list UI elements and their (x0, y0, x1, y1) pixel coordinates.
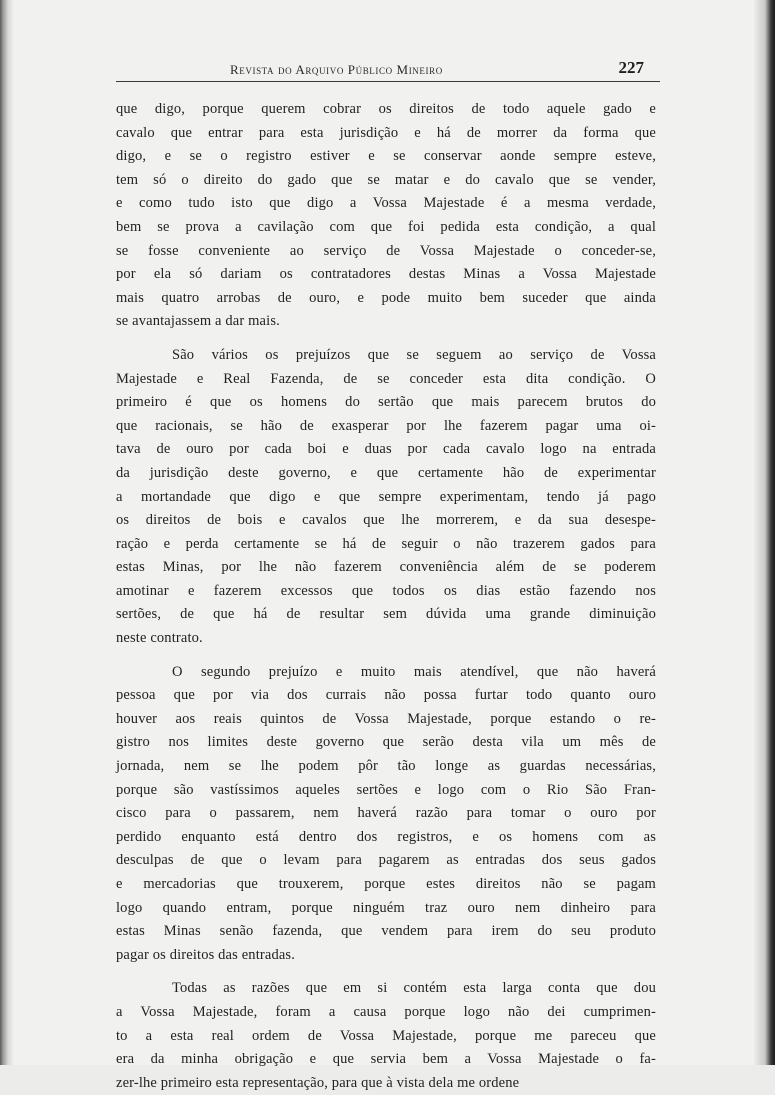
journal-title: Revista do Arquivo Público Mineiro (230, 62, 443, 77)
text-line: Majestade e Real Fazenda, de se conceder esta dita condição. O (116, 370, 656, 387)
text-line: da jurisdição deste governo, e que certamente hão de experimentar (116, 464, 656, 481)
text-line: pessoa que por via dos currais não possa furtar todo quanto ouro (116, 687, 656, 704)
text-line: tem só o direito do gado que se matar e do cavalo que se vender, (116, 171, 656, 188)
page-edge-shadow (753, 0, 775, 1065)
text-line: ração e perda certamente se há de seguir o não trazerem gados para (116, 535, 656, 552)
text-line: digo, e se o registro estiver e se conservar aonde sempre esteve, (116, 148, 656, 165)
text-line: jornada, nem se lhe podem pôr tão longe as guardas necessárias, (116, 758, 656, 775)
paragraph-gap (116, 651, 656, 661)
text-line: porque são vastíssimos aqueles sertões e logo com o Rio São Fran- (116, 781, 656, 798)
text-line: primeiro é que os homens do sertão que mais parecem brutos do (116, 394, 656, 411)
text-line: tava de ouro por cada boi e duas por cada cavalo logo na entrada (116, 441, 656, 458)
page-number: 227 (618, 58, 644, 77)
text-line: cisco para o passarem, nem haverá razão para tomar o ouro por (116, 805, 656, 822)
text-line: estas Minas, por lhe não fazerem conveniência além de se poderem (116, 559, 656, 576)
text-line: desculpas de que o levam para pagarem as entradas dos seus gados (116, 852, 656, 869)
text-line: pagar os direitos das entradas. (116, 946, 295, 963)
text-line: houver aos reais quintos de Vossa Majestade, porque estando o re- (116, 710, 656, 727)
body-text (116, 98, 656, 1095)
text-line: era da minha obrigação e que servia bem a Vossa Majestade o fa- (116, 1051, 656, 1068)
text-line: sertões, de que há de resultar sem dúvida uma grande diminuição (116, 606, 656, 623)
text-line: mais quatro arrobas de ouro, e pode muito bem suceder que ainda (116, 289, 656, 306)
text-line: que racionais, se hão de exasperar por lhe fazerem pagar uma oi- (116, 417, 656, 434)
paragraph (116, 98, 656, 334)
text-line: amotinar e fazerem excessos que todos os dias estão fazendo nos (116, 582, 656, 599)
paragraph-gap (116, 334, 656, 344)
text-line: logo quando entram, porque ninguém traz ouro nem dinheiro para (116, 899, 656, 916)
text-line: se fosse conveniente ao serviço de Vossa Majestade o conceder-se, (116, 242, 656, 259)
paragraph (116, 661, 656, 968)
text-line: por ela só dariam os contratadores destas Minas a Vossa Majestade (116, 266, 656, 283)
text-line: os direitos de bois e cavalos que lhe morrerem, e da sua desespe- (116, 512, 656, 529)
text-line: e como tudo isto que digo a Vossa Majestade é a mesma verdade, (116, 195, 656, 212)
paragraph (116, 977, 656, 1095)
text-line: gistro nos limites deste governo que serão desta vila um mês de (116, 734, 656, 751)
text-line: e mercadorias que trouxerem, porque estes direitos não se pagam (116, 876, 656, 892)
paragraph-gap (116, 967, 656, 977)
text-line: O segundo prejuízo e muito mais atendível, que não haverá (172, 663, 656, 680)
text-line: bem se prova a cavilação com que foi pedida esta condição, a qual (116, 218, 656, 235)
running-header (116, 58, 660, 82)
text-line: neste contrato. (116, 630, 203, 647)
text-line: que digo, porque querem cobrar os direitos de todo aquele gado e (116, 101, 656, 117)
text-line: se avantajassem a dar mais. (116, 313, 280, 330)
text-line: a Vossa Majestade, foram a causa porque logo não dei cumprimen- (116, 1003, 656, 1020)
text-line: a mortandade que digo e que sempre experimentam, tendo já pago (116, 488, 656, 505)
text-line: estas Minas senão fazenda, que vendem para irem do seu produto (116, 923, 656, 940)
text-line: zer-lhe primeiro esta representação, para que à vista dela me ordene (116, 1074, 520, 1091)
paragraph (116, 344, 656, 651)
text-line: perdido enquanto está dentro dos registros, e os homens com as (116, 828, 656, 845)
text-line: São vários os prejuízos que se seguem ao serviço de Vossa (172, 346, 656, 363)
text-line: cavalo que entrar para esta jurisdição e há de morrer da forma que (116, 124, 656, 141)
text-line: Todas as razões que em si contém esta larga conta que dou (172, 980, 656, 997)
text-line: to a esta real ordem de Vossa Majestade, porque me pareceu que (116, 1027, 656, 1044)
page-binding-shadow (0, 0, 14, 1065)
header-rule (116, 81, 660, 82)
